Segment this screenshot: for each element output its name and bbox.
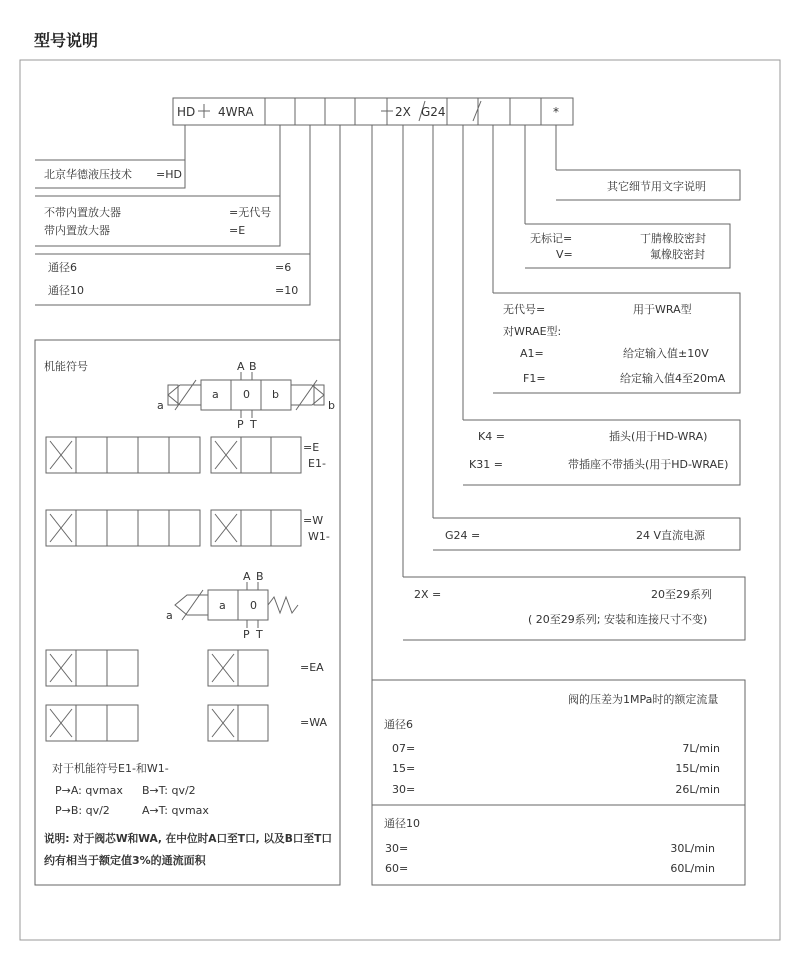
note-bt: B→T: qv/2 <box>142 784 196 797</box>
wra-row3-code: A1= <box>520 347 544 360</box>
plug-row1-text: 插头(用于HD-WRA) <box>609 430 708 443</box>
note-pb: P→B: qv/2 <box>55 804 110 817</box>
wra-row1-code: 无代号= <box>503 303 546 316</box>
port-b: B <box>249 360 257 373</box>
hd-code: =HD <box>156 168 182 181</box>
power-code: G24 = <box>445 529 481 542</box>
code-star: * <box>553 105 559 119</box>
flow-row-30-code: 30= <box>392 783 416 796</box>
power-text: 24 V直流电源 <box>636 529 706 542</box>
note-pa: P→A: qvmax <box>55 784 123 797</box>
other-text: 其它细节用文字说明 <box>607 180 706 193</box>
code-4wra: 4WRA <box>218 105 254 119</box>
amp-row1-code: =无代号 <box>229 206 272 219</box>
plug-row2-text: 带插座不带插头(用于HD-WRAE) <box>568 458 729 471</box>
flow-header: 阀的压差为1MPa时的额定流量 <box>568 693 719 706</box>
note-at: A→T: qvmax <box>142 804 209 817</box>
wra-row4-code: F1= <box>523 372 546 385</box>
size-row1-label: 通径6 <box>48 261 77 274</box>
seal-row1-code: 无标记= <box>530 232 573 245</box>
flow-size6: 通径6 <box>384 718 413 731</box>
symbols-title: 机能符号 <box>44 360 88 373</box>
series-note: ( 20至29系列; 安装和连接尺寸不变) <box>528 613 708 626</box>
label-w: =W <box>303 514 324 527</box>
series-code: 2X = <box>414 588 442 601</box>
sol-b: b <box>328 399 335 412</box>
flow-row-15-value: 15L/min <box>675 762 720 775</box>
hd-label: 北京华德液压技术 <box>44 168 132 181</box>
wra-row3-text: 给定输入值±10V <box>623 347 709 360</box>
flow-row-30-value: 26L/min <box>675 783 720 796</box>
code-hd: HD <box>177 105 196 119</box>
code-g24: G24 <box>421 105 446 119</box>
cell-0-2: 0 <box>250 599 257 612</box>
cell-a: a <box>212 388 219 401</box>
port-p-2: P <box>243 628 250 641</box>
size-row2-code: =10 <box>275 284 299 297</box>
label-ea: =EA <box>300 661 324 674</box>
size-row2-label: 通径10 <box>48 284 84 297</box>
port-a-2: A <box>243 570 251 583</box>
seal-row2-text: 氟橡胶密封 <box>650 248 705 261</box>
wra-row2-label: 对WRAE型: <box>503 325 562 338</box>
amp-row2-code: =E <box>229 224 246 237</box>
port-t-2: T <box>256 628 263 641</box>
page-title: 型号说明 <box>34 31 99 50</box>
sol-a: a <box>157 399 164 412</box>
remark-line1: 说明: 对于阀芯W和WA, 在中位时A口至T口, 以及B口至T口 <box>44 832 342 845</box>
flow-row-07-value: 7L/min <box>682 742 720 755</box>
cell-0: 0 <box>243 388 250 401</box>
port-t: T <box>250 418 257 431</box>
label-e: =E <box>303 441 320 454</box>
flow-row-60-value: 60L/min <box>670 862 715 875</box>
port-b-2: B <box>256 570 264 583</box>
plug-row2-code: K31 = <box>469 458 503 471</box>
flow-row-07-code: 07= <box>392 742 416 755</box>
amp-row2-label: 带内置放大器 <box>44 224 110 237</box>
flow-row-60-code: 60= <box>385 862 409 875</box>
flow-row-30b-code: 30= <box>385 842 409 855</box>
seal-row1-text: 丁腈橡胶密封 <box>640 232 706 245</box>
code-2x: 2X <box>395 105 411 119</box>
port-p: P <box>237 418 244 431</box>
wra-row4-text: 给定输入值4至20mA <box>620 372 726 385</box>
flow-size10: 通径10 <box>384 817 420 830</box>
cell-b: b <box>272 388 279 401</box>
note-title: 对于机能符号E1-和W1- <box>52 762 169 775</box>
remark-line2: 约有相当于额定值3%的通流面积 <box>44 854 206 867</box>
port-a: A <box>237 360 245 373</box>
flow-row-15-code: 15= <box>392 762 416 775</box>
plug-row1-code: K4 = <box>478 430 505 443</box>
wra-row1-text: 用于WRA型 <box>633 303 692 316</box>
amp-row1-label: 不带内置放大器 <box>44 206 121 219</box>
size-row1-code: =6 <box>275 261 292 274</box>
label-e1: E1- <box>308 457 326 470</box>
sol-a-2: a <box>166 609 173 622</box>
flow-row-30b-value: 30L/min <box>670 842 715 855</box>
label-wa: =WA <box>300 716 328 729</box>
label-w1: W1- <box>308 530 330 543</box>
series-text: 20至29系列 <box>651 588 712 601</box>
seal-row2-code: V= <box>556 248 573 261</box>
cell-a-2: a <box>219 599 226 612</box>
